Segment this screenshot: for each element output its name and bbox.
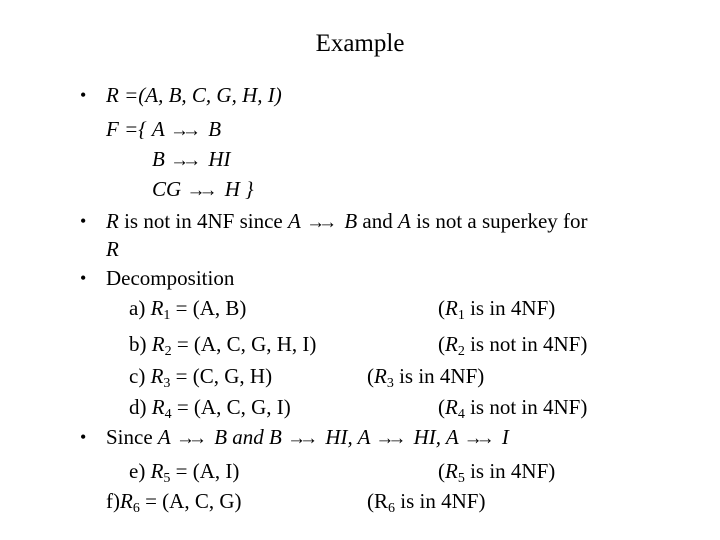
attribute: A	[157, 425, 171, 449]
since-statement	[106, 425, 509, 451]
decomp-note-c	[367, 364, 485, 391]
relation-subscript: 6	[132, 501, 140, 516]
relation-subscript: 5	[457, 471, 465, 486]
decomp-label: c)	[129, 364, 151, 388]
statement-text: HI, A	[320, 425, 376, 449]
relation-schema: R =(A, B, C, G, H, I)	[106, 83, 282, 107]
decomp-note-f	[367, 489, 486, 516]
decomp-note-e	[438, 459, 556, 486]
statement-text: Since	[106, 425, 158, 449]
multivalued-arrow-icon: →→	[287, 428, 312, 449]
relation-subscript: 4	[457, 407, 465, 422]
relation-name: R	[445, 395, 458, 419]
statement-text: and	[357, 209, 398, 233]
decomp-label: d)	[129, 395, 152, 419]
multivalued-arrow-icon: →→	[463, 428, 488, 449]
decomp-label: b)	[129, 332, 152, 356]
statement-text: B and B	[208, 425, 288, 449]
relation-name: R	[106, 237, 119, 261]
relation-name: R	[150, 296, 164, 320]
dependency-rhs: HI	[208, 147, 231, 171]
bullet-marker: •	[80, 268, 87, 288]
dependency-set-line-1	[106, 117, 221, 143]
relation-name: R	[106, 209, 119, 233]
dependency-line-3	[152, 177, 254, 203]
relation-subscript: 6	[388, 501, 396, 516]
statement-text: HI, A	[408, 425, 464, 449]
note-text: is not in 4NF)	[464, 395, 588, 419]
relation-subscript: 3	[386, 376, 394, 391]
attribute: I	[496, 425, 509, 449]
decomp-relation-f	[106, 489, 242, 516]
decomp-label: a)	[129, 296, 151, 320]
note-paren: (	[367, 364, 374, 388]
statement-text: is not a superkey for	[410, 209, 588, 233]
note-text: is in 4NF)	[393, 364, 485, 388]
relation-attributes: = (A, B)	[170, 296, 247, 320]
dependency-lhs: CG	[152, 177, 182, 201]
note-paren: (	[438, 459, 445, 483]
decomp-label: e)	[129, 459, 151, 483]
attribute: B	[344, 209, 358, 233]
note-text: is in 4NF)	[464, 296, 556, 320]
decomp-label: f)	[106, 489, 120, 513]
relation-name: R	[374, 364, 387, 388]
decomposition-heading: Decomposition	[106, 266, 235, 290]
decomp-relation-b	[129, 332, 317, 359]
note-paren: (	[438, 296, 445, 320]
relation-subscript: 5	[163, 471, 171, 486]
relation-name: R	[151, 395, 165, 419]
relation-attributes: = (A, I)	[170, 459, 240, 483]
multivalued-arrow-icon: →→	[186, 180, 211, 201]
bullet-marker: •	[80, 211, 87, 231]
note-text: is in 4NF)	[464, 459, 556, 483]
relation-name: R	[150, 459, 164, 483]
relation-subscript: 3	[163, 376, 171, 391]
relation-attributes: = (A, C, G)	[139, 489, 242, 513]
relation-attributes: = (C, G, H)	[170, 364, 273, 388]
decomp-relation-d	[129, 395, 291, 422]
dependency-line-2	[152, 147, 231, 173]
decomp-relation-a	[129, 296, 247, 323]
relation-name: R	[445, 332, 458, 356]
note-text: is not in 4NF)	[464, 332, 588, 356]
dependency-rhs: B	[208, 117, 222, 141]
attribute: A	[397, 209, 411, 233]
dependency-rhs: H }	[224, 177, 254, 201]
decomp-relation-e	[129, 459, 240, 486]
note-text: is in 4NF)	[395, 489, 486, 513]
relation-subscript: 1	[163, 308, 171, 323]
relation-subscript: 4	[164, 407, 172, 422]
not-4nf-statement-cont	[106, 237, 119, 261]
multivalued-arrow-icon: →→	[169, 120, 194, 141]
relation-subscript: 2	[457, 344, 465, 359]
decomp-note-a	[438, 296, 556, 323]
relation-attributes: = (A, C, G, I)	[171, 395, 291, 419]
relation-name: R	[374, 489, 389, 513]
relation-name: R	[445, 459, 458, 483]
bullet-marker: •	[80, 427, 87, 447]
dependency-lhs: A	[151, 117, 165, 141]
relation-definition	[106, 83, 282, 107]
relation-name: R	[120, 489, 133, 513]
bullet-marker: •	[80, 85, 87, 105]
not-4nf-statement	[106, 209, 588, 235]
slide-title: Example	[315, 30, 405, 57]
relation-subscript: 2	[164, 344, 172, 359]
multivalued-arrow-icon: →→	[375, 428, 400, 449]
note-paren: (	[438, 332, 445, 356]
dependency-lhs: B	[152, 147, 165, 171]
decomp-note-b	[438, 332, 588, 359]
multivalued-arrow-icon: →→	[170, 150, 195, 171]
relation-attributes: = (A, C, G, H, I)	[171, 332, 317, 356]
relation-subscript: 1	[457, 308, 465, 323]
relation-name: R	[150, 364, 164, 388]
note-paren: (	[438, 395, 445, 419]
relation-name: R	[151, 332, 165, 356]
relation-name: R	[445, 296, 458, 320]
decomp-relation-c	[129, 364, 273, 391]
statement-text: is not in 4NF since	[118, 209, 288, 233]
multivalued-arrow-icon: →→	[175, 428, 200, 449]
dependency-set-open: F ={	[106, 117, 147, 141]
note-paren: (	[367, 489, 374, 513]
decomp-note-d	[438, 395, 588, 422]
attribute: A	[288, 209, 301, 233]
multivalued-arrow-icon: →→	[306, 212, 331, 233]
